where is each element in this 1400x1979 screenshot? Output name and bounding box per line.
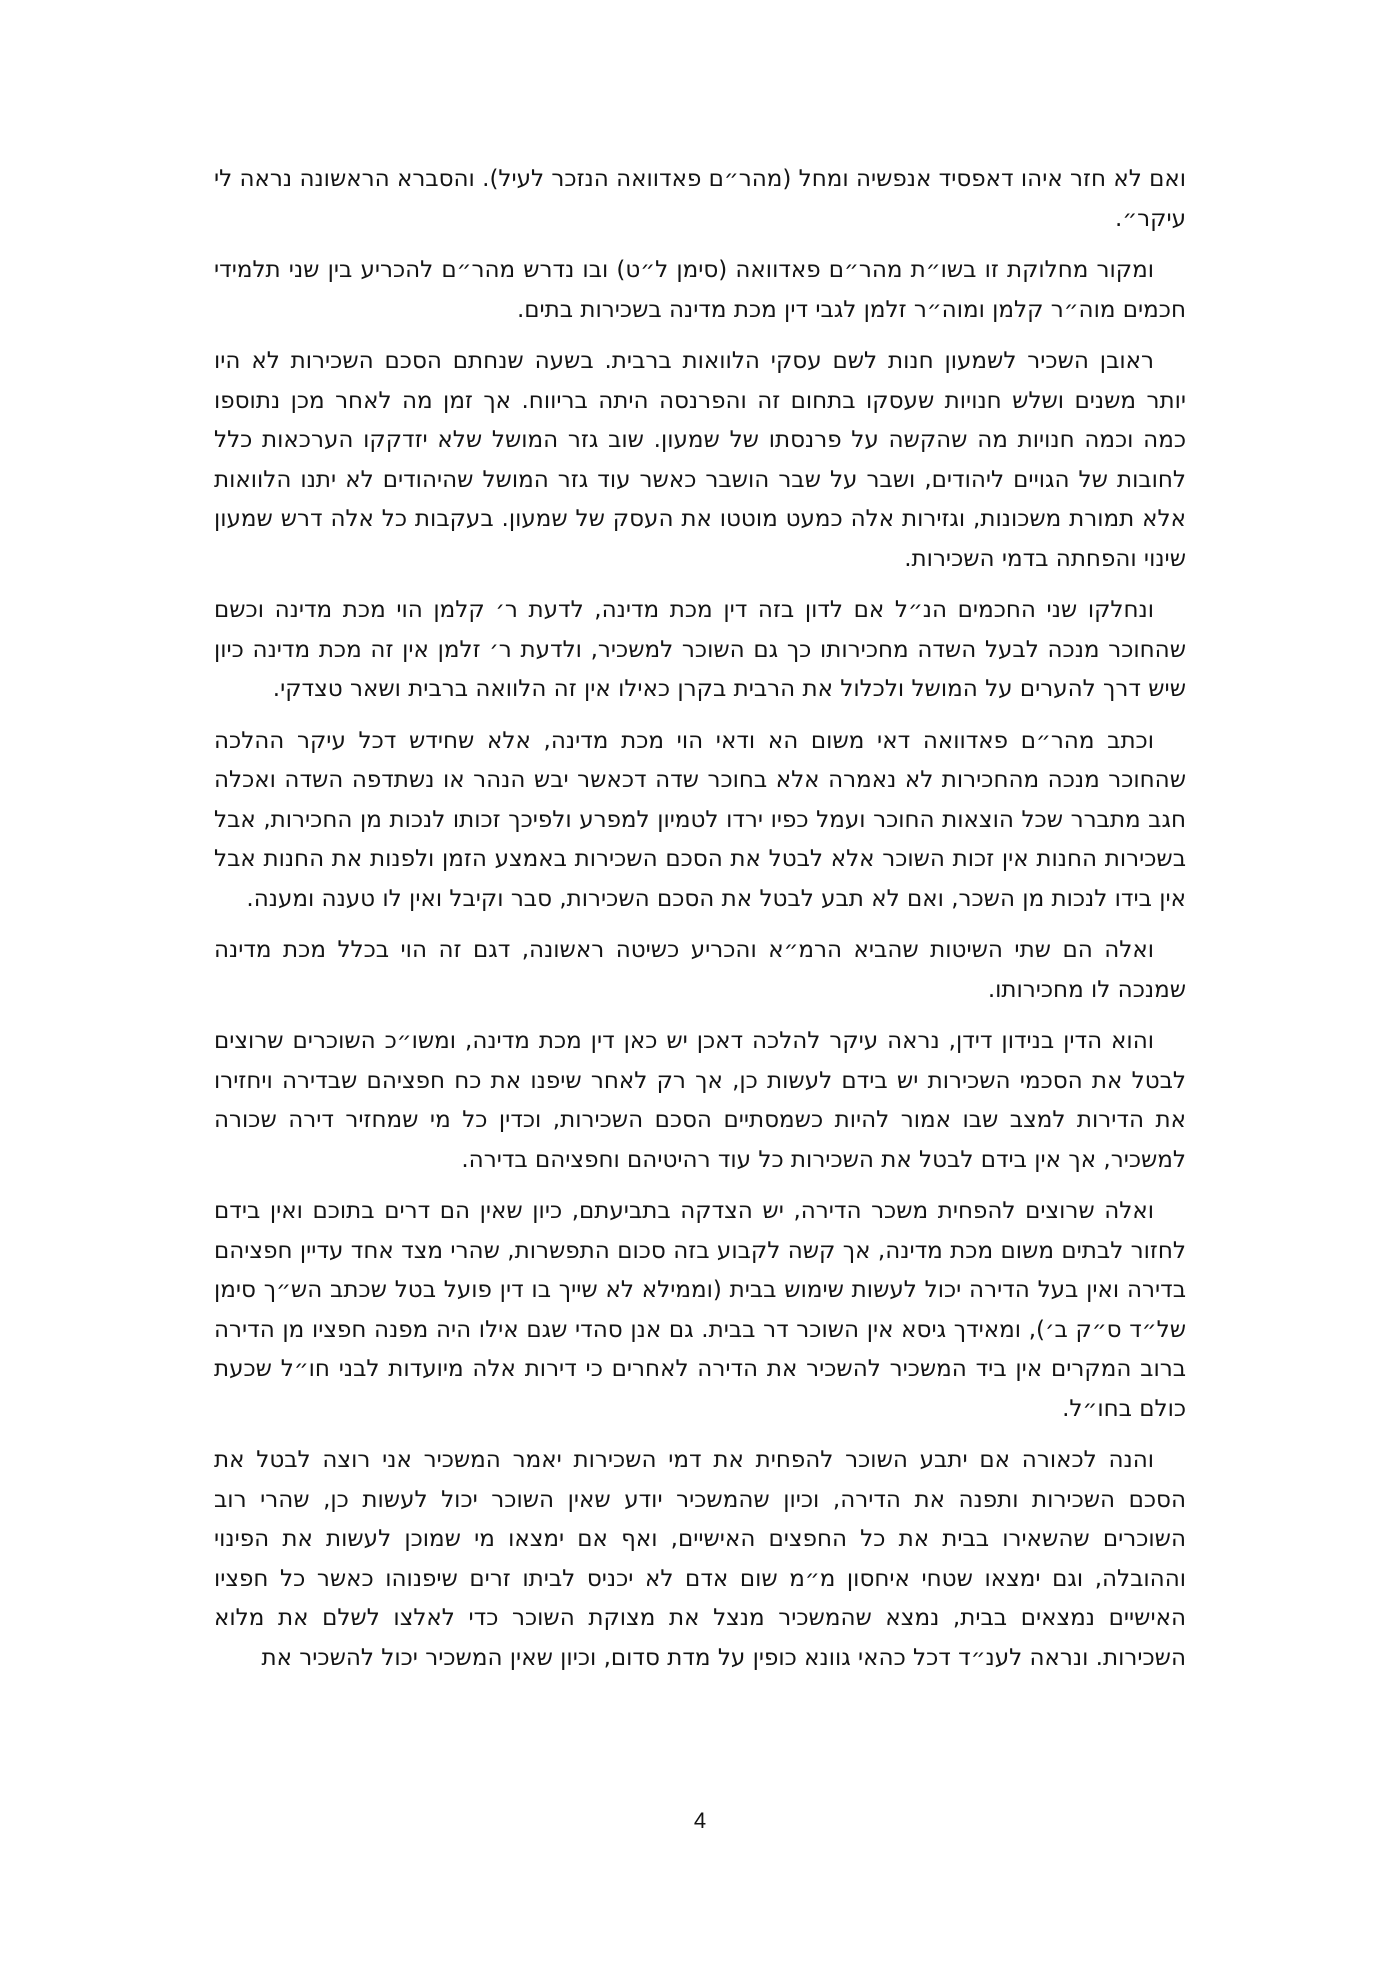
paragraph-9: והנה לכאורה אם יתבע השוכר להפחית את דמי השכירות יאמר המשכיר אני רוצה לבטל את הסכם השכירות ותפנה את הדירה, וכיון שהמשכיר יודע שאין השוכר יכול לעשות כן, שהרי רוב השוכרים שהשאירו בבית את כל החפצים האישיים, ואף אם ימצאו מי שמוכן לעשות את הפינוי וההובלה, וגם ימצאו שטחי איחסון מ״מ שום אדם לא יכניס לביתו זרים שיפנוהו כאשר כל חפציו האישיים נמצאים בבית, נמצא שהמשכיר מנצל את מצוקת השוכר כדי לאלצו לשלם את מלוא השכירות. ונראה לענ״ד דכל כהאי גוונא כופין על מדת סדום, וכיון שאין המשכיר יכול להשכיר את bbox=[214, 1447, 1186, 1671]
paragraph-8: ואלה שרוצים להפחית משכר הדירה, יש הצדקה בתביעתם, כיון שאין הם דרים בתוכם ואין בידם לחזור לבתים משום מכת מדינה, אך קשה לקבוע בזה סכום התפשרות, שהרי מצד אחד עדיין חפציהם בדירה ואין בעל הדירה יכול לעשות שימוש בבית (וממילא לא שייך בו דין פועל בטל שכתב הש״ך סימן של״ד ס״ק ב׳), ומאידך גיסא אין השוכר דר בבית. גם אנן סהדי שגם אילו היה מפנה חפציו מן הדירה ברוב המקרים אין ביד המשכיר להשכיר את הדירה לאחרים כי דירות אלה מיועדות לבני חו״ל שכעת כולם בחו״ל. bbox=[214, 1198, 1186, 1422]
paragraph-2: ומקור מחלוקת זו בשו״ת מהר״ם פאדוואה (סימן ל״ט) ובו נדרש מהר״ם להכריע בין שני תלמידי חכמים מוה״ר קלמן ומוה״ר זלמן לגבי דין מכת מדינה בשכירות בתים. bbox=[214, 257, 1186, 323]
body-text bbox=[214, 160, 1186, 1690]
paragraph-4: ונחלקו שני החכמים הנ״ל אם לדון בזה דין מכת מדינה, לדעת ר׳ קלמן הוי מכת מדינה וכשם שהחוכר מנכה לבעל השדה מחכירותו כך גם השוכר למשכיר, ולדעת ר׳ זלמן אין זה מכת מדינה כיון שיש דרך להערים על המושל ולכלול את הרבית בקרן כאילו אין זה הלוואה ברבית ושאר טצדקי. bbox=[214, 597, 1186, 702]
paragraph-1: ואם לא חזר איהו דאפסיד אנפשיה ומחל (מהר״ם פאדוואה הנזכר לעיל). והסברא הראשונה נראה לי עיקר״. bbox=[214, 166, 1186, 232]
page-number: 4 bbox=[693, 1808, 707, 1833]
paragraph-6: ואלה הם שתי השיטות שהביא הרמ״א והכריע כשיטה ראשונה, דגם זה הוי בכלל מכת מדינה שמנכה לו מחכירותו. bbox=[214, 937, 1186, 1003]
paragraph-7: והוא הדין בנידון דידן, נראה עיקר להלכה דאכן יש כאן דין מכת מדינה, ומשו״כ השוכרים שרוצים לבטל את הסכמי השכירות יש בידם לעשות כן, אך רק לאחר שיפנו את כח חפציהם שבדירה ויחזירו את הדירות למצב שבו אמור להיות כשמסתיים הסכם השכירות, וכדין כל מי שמחזיר דירה שכורה למשכיר, אך אין בידם לבטל את השכירות כל עוד רהיטיהם וחפציהם בדירה. bbox=[214, 1028, 1186, 1173]
paragraph-5: וכתב מהר״ם פאדוואה דאי משום הא ודאי הוי מכת מדינה, אלא שחידש דכל עיקר ההלכה שהחוכר מנכה מהחכירות לא נאמרה אלא בחוכר שדה דכאשר יבש הנהר או נשתדפה השדה ואכלה חגב מתברר שכל הוצאות החוכר ועמל כפיו ירדו לטמיון למפרע ולפיכך זכותו לנכות מן החכירות, אבל בשכירות החנות אין זכות השוכר אלא לבטל את הסכם השכירות באמצע הזמן ולפנות את החנות אבל אין בידו לנכות מן השכר, ואם לא תבע לבטל את הסכם השכירות, סבר וקיבל ואין לו טענה ומענה. bbox=[214, 727, 1186, 912]
paragraph-3: ראובן השכיר לשמעון חנות לשם עסקי הלוואות ברבית. בשעה שנחתם הסכם השכירות לא היו יותר משנים ושלש חנויות שעסקו בתחום זה והפרנסה היתה בריווח. אך זמן מה לאחר מכן נתוספו כמה וכמה חנויות מה שהקשה על פרנסתו של שמעון. שוב גזר המושל שלא יזדקקו הערכאות כלל לחובות של הגויים ליהודים, ושבר על שבר הושבר כאשר עוד גזר המושל שהיהודים לא יתנו הלוואות אלא תמורת משכונות, וגזירות אלה כמעט מוטטו את העסק של שמעון. בעקבות כל אלה דרש שמעון שינוי והפחתה בדמי השכירות. bbox=[214, 348, 1186, 572]
